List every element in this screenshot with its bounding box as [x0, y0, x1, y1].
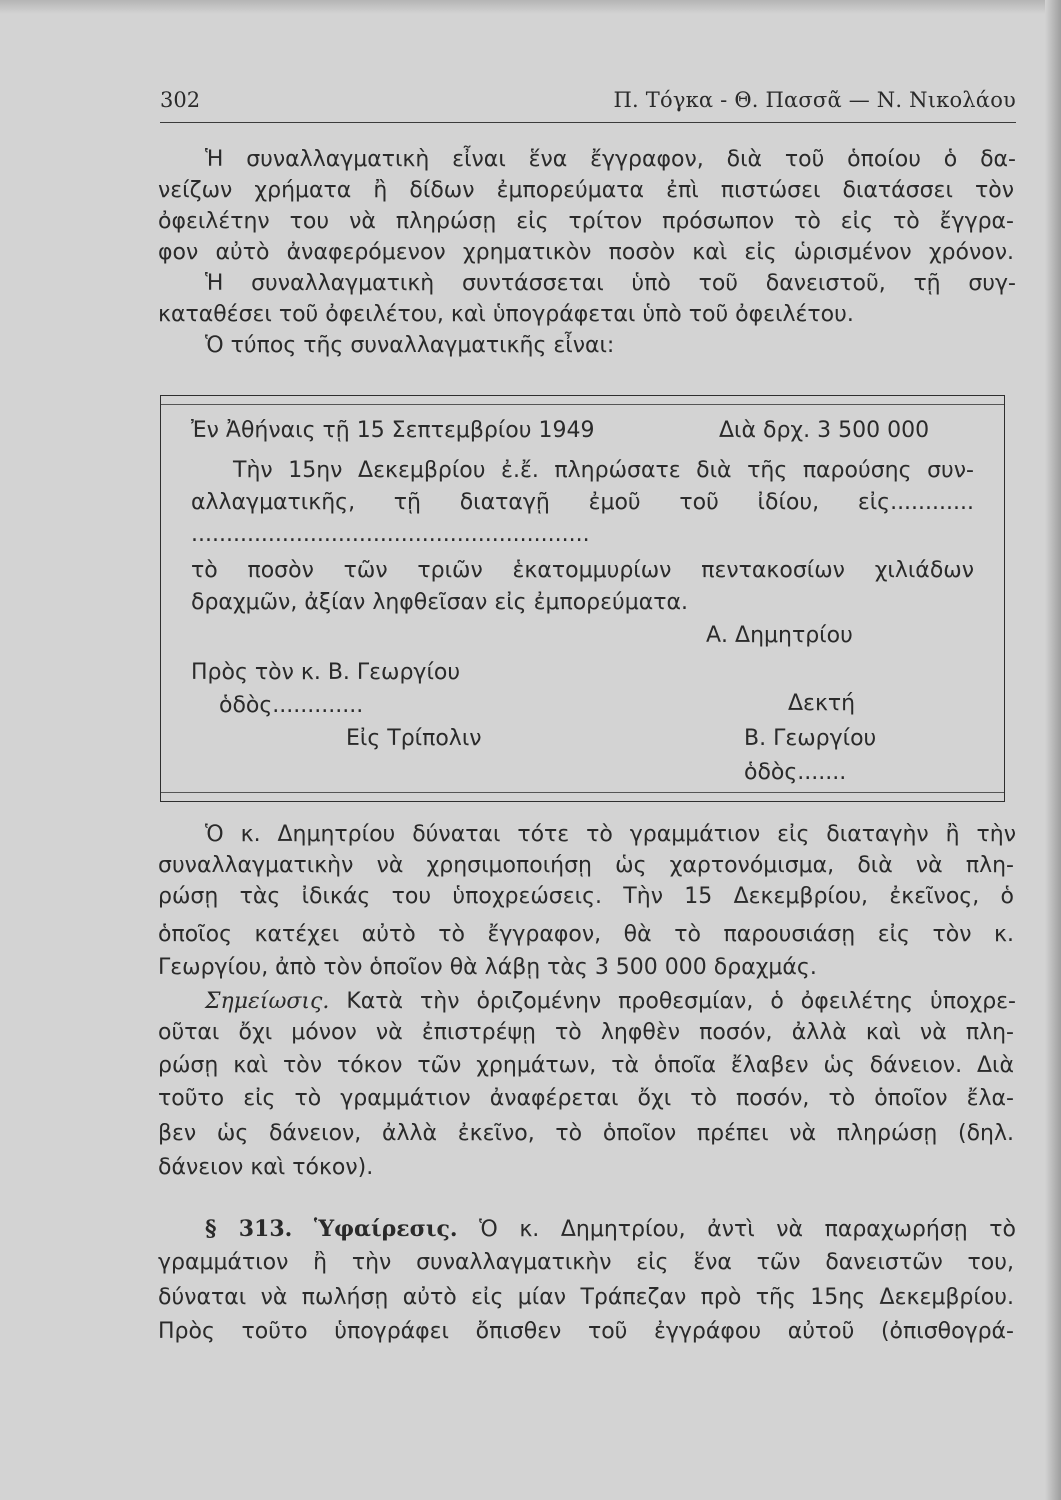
paragraph-line: δύναται νὰ πωλήσῃ αὐτὸ εἰς μίαν Τράπεζαν πρὸ τῆς 15ης Δεκεμβρίου.: [158, 1285, 1014, 1310]
form-amount: Διὰ δρχ. 3 500 000: [719, 418, 930, 443]
paragraph-line: Ὁ κ. Δημητρίου δύναται τότε τὸ γραμμάτιον εἰς διαταγὴν ἢ τὴν: [205, 822, 1016, 847]
paragraph-line: βεν ὡς δάνειον, ἀλλὰ ἐκεῖνο, τὸ ὁποῖον πρέπει νὰ πληρώσῃ (δηλ.: [158, 1121, 1014, 1146]
note-text: Κατὰ τὴν ὁριζομένην προθεσμίαν, ὁ ὀφειλέτης ὑποχρε-: [346, 989, 1016, 1014]
form-place-date: Ἐν Ἀθήναις τῇ 15 Σεπτεμβρίου 1949: [191, 418, 595, 443]
note-first-line: [205, 987, 1016, 1018]
page-number: 302: [160, 88, 201, 112]
paragraph-line: Ἡ συναλλαγματικὴ συντάσσεται ὑπὸ τοῦ δανειστοῦ, τῇ συγ-: [205, 271, 1016, 296]
form-line: τὸ ποσὸν τῶν τριῶν ἑκατομμυρίων πεντακοσίων χιλιάδων: [191, 558, 974, 583]
form-acceptance-label: Δεκτή: [788, 691, 856, 716]
section-number: § 313.: [205, 1216, 293, 1242]
paragraph-line: συναλλαγματικὴν νὰ χρησιμοποιήσῃ ὡς χαρτονόμισμα, διὰ νὰ πλη-: [158, 853, 1014, 878]
form-divider: [161, 792, 1004, 793]
form-line: Τὴν 15ην Δεκεμβρίου ἐ.ἔ. πληρώσατε διὰ τῆς παρούσης συν-: [233, 458, 974, 483]
section-first-line: [205, 1214, 1016, 1246]
bill-of-exchange-form: [160, 395, 1005, 802]
form-divider: [161, 404, 1004, 405]
form-line: αλλαγματικῆς, τῇ διαταγῇ ἐμοῦ τοῦ ἰδίου, εἰς............: [191, 490, 974, 515]
paragraph-line: γραμμάτιον ἢ τὴν συναλλαγματικὴν εἰς ἕνα τῶν δανειστῶν του,: [158, 1250, 1014, 1275]
form-addressee-street: ὁδὸς.............: [219, 693, 364, 718]
paragraph-line: ρώσῃ καὶ τὸν τόκον τῶν χρημάτων, τὰ ὁποῖα ἔλαβεν ὡς δάνειον. Διὰ: [158, 1053, 1014, 1078]
paragraph-line: φον αὐτὸ ἀναφερόμενον χρηματικὸν ποσὸν καὶ εἰς ὡρισμένον χρόνον.: [158, 240, 1014, 265]
paragraph-line: καταθέσει τοῦ ὀφειλέτου, καὶ ὑπογράφεται ὑπὸ τοῦ ὀφειλέτου.: [158, 302, 854, 327]
form-addressee: Πρὸς τὸν κ. Β. Γεωργίου: [191, 660, 461, 685]
paragraph-line: δάνειον καὶ τόκον).: [158, 1155, 374, 1180]
paragraph-line: νείζων χρήματα ἢ δίδων ἐμπορεύματα ἐπὶ πιστώσει διατάσσει τὸν: [158, 178, 1014, 203]
section-title: Ὑφαίρεσις.: [313, 1216, 458, 1242]
paragraph-line: Πρὸς τοῦτο ὑπογράφει ὄπισθεν τοῦ ἐγγράφου αὐτοῦ (ὀπισθογρά-: [158, 1319, 1014, 1344]
paragraph-line: Ἡ συναλλαγματικὴ εἶναι ἕνα ἔγγραφον, διὰ τοῦ ὁποίου ὁ δα-: [205, 147, 1016, 172]
paragraph-line: οῦται ὄχι μόνον νὰ ἐπιστρέψῃ τὸ ληφθὲν ποσόν, ἀλλὰ καὶ νὰ πλη-: [158, 1020, 1014, 1045]
form-drawer-signature: Α. Δημητρίου: [706, 623, 853, 648]
paragraph-line: ὀφειλέτην του νὰ πληρώσῃ εἰς τρίτον πρόσωπον τὸ εἰς τὸ ἔγγρα-: [158, 209, 1014, 234]
paragraph-line: τοῦτο εἰς τὸ γραμμάτιον ἀναφέρεται ὄχι τὸ ποσόν, τὸ ὁποῖον ἔλα-: [158, 1086, 1014, 1111]
paragraph-line: ρώσῃ τὰς ἰδικάς του ὑποχρεώσεις. Τὴν 15 Δεκεμβρίου, ἐκεῖνος, ὁ: [158, 884, 1014, 909]
page-top-edge: [0, 0, 1061, 14]
page-binding-shadow: [1045, 0, 1061, 1500]
paragraph-line: ὁποῖος κατέχει αὐτὸ τὸ ἔγγραφον, θὰ τὸ παρουσιάσῃ εἰς τὸν κ.: [158, 922, 1014, 947]
note-label: Σημείωσις.: [205, 989, 330, 1014]
page-header: [160, 86, 1016, 123]
paragraph-line: Γεωργίου, ἀπὸ τὸν ὁποῖον θὰ λάβῃ τὰς 3 500 000 δραχμάς.: [158, 955, 817, 980]
paragraph-line: Ὁ τύπος τῆς συναλλαγματικῆς εἶναι:: [205, 333, 615, 358]
running-head: Π. Τόγκα - Θ. Πασσᾶ — Ν. Νικολάου: [613, 88, 1016, 112]
form-line: δραχμῶν, ἀξίαν ληφθεῖσαν εἰς ἐμπορεύματα.: [191, 590, 688, 615]
form-acceptor-street: ὁδὸς.......: [744, 760, 847, 785]
form-addressee-city: Εἰς Τρίπολιν: [346, 726, 482, 751]
form-dots-line: .........................................................: [191, 522, 590, 547]
section-text: Ὁ κ. Δημητρίου, ἀντὶ νὰ παραχωρήσῃ τὸ: [479, 1217, 1016, 1242]
form-acceptor-name: Β. Γεωργίου: [744, 726, 877, 751]
